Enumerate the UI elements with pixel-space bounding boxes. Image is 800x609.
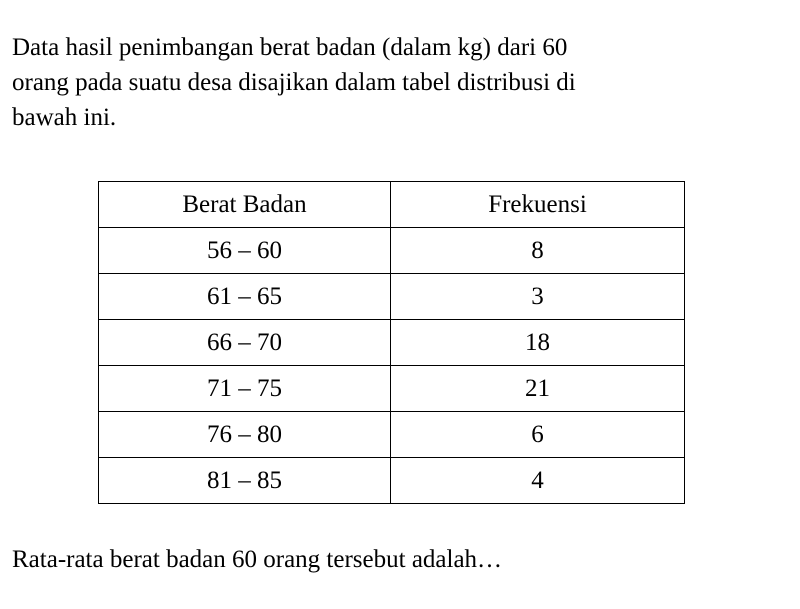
table-row [99, 320, 685, 366]
weight-range-cell: 66 – 70 [99, 320, 391, 366]
question-text: Rata-rata berat badan 60 orang tersebut adalah… [12, 546, 503, 573]
table-row [99, 412, 685, 458]
table-row [99, 366, 685, 412]
weight-range-cell: 71 – 75 [99, 366, 391, 412]
header-berat-badan: Berat Badan [99, 182, 391, 228]
frequency-cell: 18 [391, 320, 685, 366]
intro-line-1: Data hasil penimbangan berat badan (dalam kg) dari 60 [12, 34, 568, 61]
weight-range-cell: 81 – 85 [99, 458, 391, 504]
frequency-cell: 21 [391, 366, 685, 412]
intro-line-3: bawah ini. [12, 104, 117, 131]
frequency-table [98, 181, 685, 504]
frequency-cell: 4 [391, 458, 685, 504]
problem-intro [12, 30, 752, 135]
frequency-cell: 3 [391, 274, 685, 320]
header-frekuensi: Frekuensi [391, 182, 685, 228]
frequency-cell: 6 [391, 412, 685, 458]
table-header-row [99, 182, 685, 228]
intro-line-2: orang pada suatu desa disajikan dalam tabel distribusi di [12, 69, 576, 96]
table-row [99, 458, 685, 504]
weight-range-cell: 56 – 60 [99, 228, 391, 274]
table-row [99, 228, 685, 274]
table-row [99, 274, 685, 320]
weight-range-cell: 76 – 80 [99, 412, 391, 458]
frequency-cell: 8 [391, 228, 685, 274]
weight-range-cell: 61 – 65 [99, 274, 391, 320]
